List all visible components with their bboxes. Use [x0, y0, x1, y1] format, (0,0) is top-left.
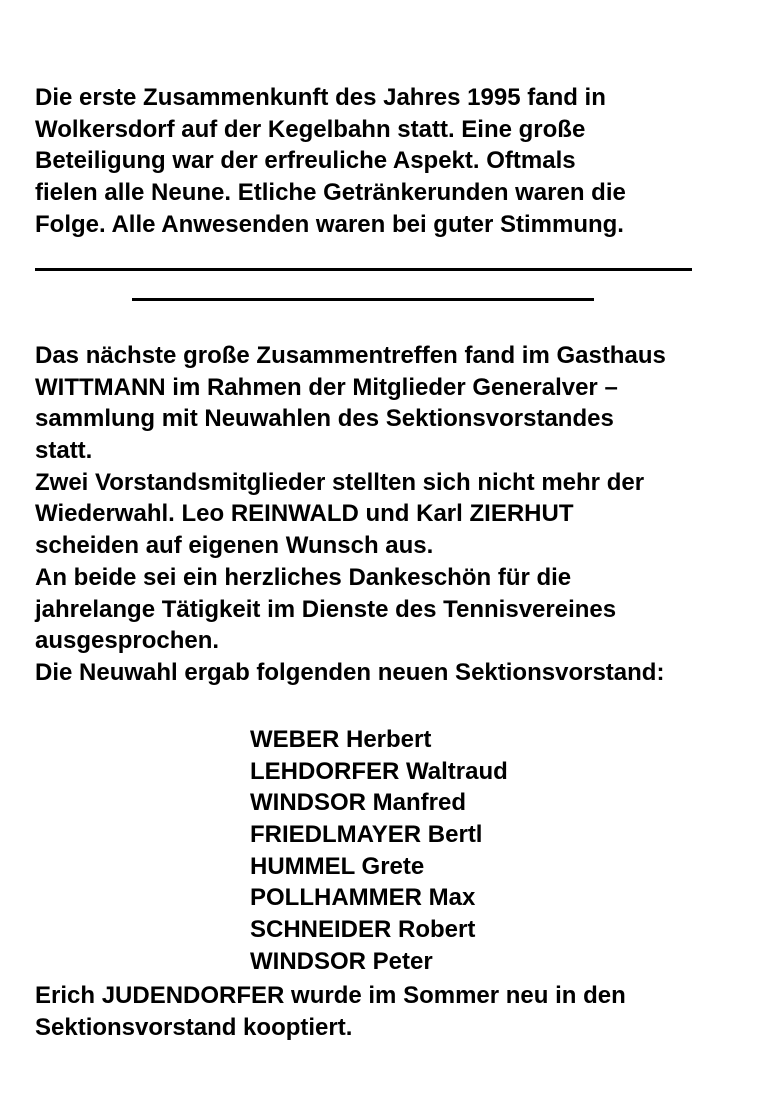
meeting-line: scheiden auf eigenen Wunsch aus.: [35, 532, 434, 560]
meeting-line: WITTMANN im Rahmen der Mitglieder Generalver –: [35, 373, 618, 401]
board-member-name: FRIEDLMAYER Bertl: [250, 821, 483, 849]
intro-line: Die erste Zusammenkunft des Jahres 1995 fand in: [35, 84, 606, 111]
closing-line: Sektionsvorstand kooptiert.: [35, 1013, 353, 1041]
meeting-line: An beide sei ein herzliches Dankeschön für die: [35, 563, 572, 591]
divider-short: [132, 298, 594, 301]
meeting-line: statt.: [35, 437, 93, 465]
meeting-line: Das nächste große Zusammentreffen fand im Gasthaus: [35, 342, 666, 369]
meeting-line: Wiederwahl. Leo REINWALD und Karl ZIERHUT: [35, 500, 574, 528]
divider-long: [35, 268, 692, 271]
meeting-line: ausgesprochen.: [35, 627, 220, 655]
intro-paragraph: [35, 82, 626, 240]
board-member-name: WEBER Herbert: [250, 726, 432, 753]
board-member-name: POLLHAMMER Max: [250, 884, 476, 912]
closing-line: Erich JUDENDORFER wurde im Sommer neu in den: [35, 982, 626, 1009]
intro-line: Wolkersdorf auf der Kegelbahn statt. Eine große: [35, 115, 586, 143]
board-member-name: LEHDORFER Waltraud: [250, 757, 508, 785]
closing-paragraph: [35, 980, 626, 1043]
board-member-name: WINDSOR Manfred: [250, 789, 466, 817]
meeting-line: Die Neuwahl ergab folgenden neuen Sektionsvorstand:: [35, 658, 665, 686]
intro-line: Beteiligung war der erfreuliche Aspekt. Oftmals: [35, 147, 576, 175]
meeting-line: jahrelange Tätigkeit im Dienste des Tennisvereines: [35, 595, 617, 623]
intro-line: Folge. Alle Anwesenden waren bei guter Stimmung.: [35, 210, 624, 238]
meeting-line: Zwei Vorstandsmitglieder stellten sich nicht mehr der: [35, 468, 645, 496]
board-member-name: SCHNEIDER Robert: [250, 916, 476, 944]
intro-line: fielen alle Neune. Etliche Getränkerunden waren die: [35, 179, 626, 207]
board-member-name: WINDSOR Peter: [250, 947, 433, 975]
board-member-name: HUMMEL Grete: [250, 852, 425, 880]
meeting-line: sammlung mit Neuwahlen des Sektionsvorstandes: [35, 405, 614, 433]
meeting-paragraph: [35, 340, 666, 689]
